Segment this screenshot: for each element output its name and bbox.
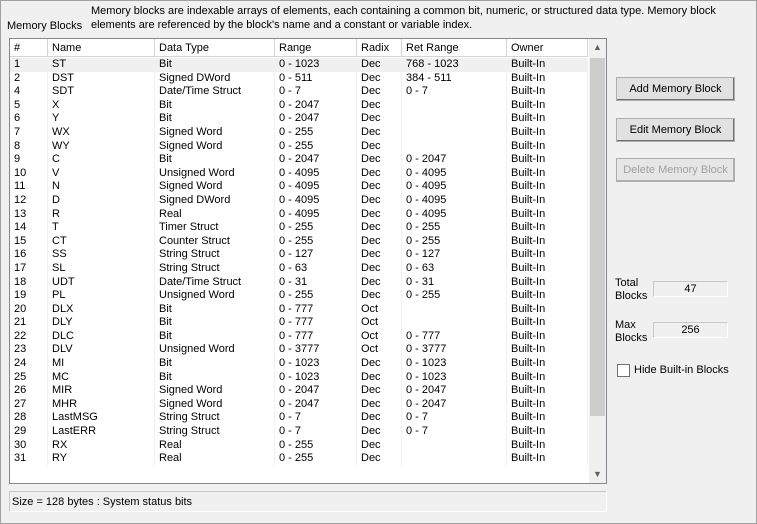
- cell-number: 15: [10, 235, 48, 249]
- status-bar: Size = 128 bytes : System status bits: [9, 491, 607, 512]
- cell-owner: Built-In: [507, 58, 588, 72]
- cell-ret-range: 0 - 7: [402, 425, 507, 439]
- cell-name: SDT: [48, 85, 155, 99]
- cell-owner: Built-In: [507, 398, 588, 412]
- cell-name: DLC: [48, 330, 155, 344]
- cell-name: R: [48, 208, 155, 222]
- cell-radix: Dec: [357, 425, 402, 439]
- cell-number: 8: [10, 140, 48, 154]
- cell-ret-range: [402, 140, 507, 154]
- cell-range: 0 - 1023: [275, 357, 357, 371]
- cell-ret-range: 0 - 1023: [402, 357, 507, 371]
- cell-owner: Built-In: [507, 330, 588, 344]
- cell-name: T: [48, 221, 155, 235]
- cell-ret-range: [402, 439, 507, 453]
- cell-owner: Built-In: [507, 208, 588, 222]
- cell-range: 0 - 255: [275, 289, 357, 303]
- cell-owner: Built-In: [507, 140, 588, 154]
- table-row[interactable]: [10, 72, 588, 86]
- cell-radix: Dec: [357, 72, 402, 86]
- table-row[interactable]: [10, 99, 588, 113]
- cell-number: 21: [10, 316, 48, 330]
- cell-number: 22: [10, 330, 48, 344]
- cell-data-type: Signed Word: [155, 398, 275, 412]
- cell-range: 0 - 777: [275, 330, 357, 344]
- cell-radix: Oct: [357, 330, 402, 344]
- cell-ret-range: 0 - 3777: [402, 343, 507, 357]
- cell-number: 25: [10, 371, 48, 385]
- cell-number: 2: [10, 72, 48, 86]
- cell-owner: Built-In: [507, 112, 588, 126]
- cell-data-type: Signed DWord: [155, 194, 275, 208]
- cell-range: 0 - 2047: [275, 384, 357, 398]
- cell-range: 0 - 777: [275, 303, 357, 317]
- cell-data-type: Real: [155, 439, 275, 453]
- cell-radix: Dec: [357, 112, 402, 126]
- cell-range: 0 - 2047: [275, 398, 357, 412]
- cell-range: 0 - 511: [275, 72, 357, 86]
- cell-name: N: [48, 180, 155, 194]
- column-header-range[interactable]: Range: [275, 39, 357, 56]
- table-row[interactable]: [10, 248, 588, 262]
- cell-range: 0 - 63: [275, 262, 357, 276]
- cell-data-type: Signed Word: [155, 126, 275, 140]
- table-row[interactable]: [10, 330, 588, 344]
- cell-name: Y: [48, 112, 155, 126]
- column-header-owner[interactable]: Owner: [507, 39, 588, 56]
- cell-ret-range: 768 - 1023: [402, 58, 507, 72]
- cell-data-type: Signed Word: [155, 384, 275, 398]
- cell-range: 0 - 7: [275, 85, 357, 99]
- cell-number: 16: [10, 248, 48, 262]
- cell-ret-range: [402, 316, 507, 330]
- cell-name: V: [48, 167, 155, 181]
- cell-number: 31: [10, 452, 48, 466]
- cell-data-type: Unsigned Word: [155, 343, 275, 357]
- cell-name: CT: [48, 235, 155, 249]
- cell-data-type: String Struct: [155, 425, 275, 439]
- cell-data-type: Bit: [155, 112, 275, 126]
- cell-ret-range: 0 - 2047: [402, 398, 507, 412]
- cell-owner: Built-In: [507, 439, 588, 453]
- table-row[interactable]: [10, 425, 588, 439]
- cell-radix: Dec: [357, 452, 402, 466]
- chevron-up-icon[interactable]: ▲: [593, 42, 602, 52]
- cell-name: DLV: [48, 343, 155, 357]
- cell-name: ST: [48, 58, 155, 72]
- cell-number: 19: [10, 289, 48, 303]
- cell-data-type: Signed DWord: [155, 72, 275, 86]
- table-row[interactable]: [10, 167, 588, 181]
- cell-number: 14: [10, 221, 48, 235]
- cell-number: 26: [10, 384, 48, 398]
- cell-range: 0 - 7: [275, 411, 357, 425]
- cell-ret-range: 0 - 127: [402, 248, 507, 262]
- cell-number: 30: [10, 439, 48, 453]
- cell-number: 23: [10, 343, 48, 357]
- cell-number: 24: [10, 357, 48, 371]
- cell-ret-range: [402, 126, 507, 140]
- cell-radix: Dec: [357, 194, 402, 208]
- cell-range: 0 - 4095: [275, 208, 357, 222]
- cell-radix: Dec: [357, 153, 402, 167]
- column-header-name[interactable]: Name: [48, 39, 155, 56]
- cell-range: 0 - 2047: [275, 153, 357, 167]
- table-row[interactable]: [10, 58, 588, 72]
- cell-data-type: Bit: [155, 316, 275, 330]
- cell-number: 27: [10, 398, 48, 412]
- cell-radix: Dec: [357, 384, 402, 398]
- table-row[interactable]: [10, 180, 588, 194]
- cell-owner: Built-In: [507, 153, 588, 167]
- cell-name: DST: [48, 72, 155, 86]
- cell-name: MIR: [48, 384, 155, 398]
- cell-data-type: String Struct: [155, 262, 275, 276]
- cell-name: MC: [48, 371, 155, 385]
- cell-range: 0 - 255: [275, 140, 357, 154]
- cell-data-type: String Struct: [155, 411, 275, 425]
- cell-name: LastERR: [48, 425, 155, 439]
- cell-data-type: Signed Word: [155, 140, 275, 154]
- table-row[interactable]: [10, 371, 588, 385]
- cell-name: D: [48, 194, 155, 208]
- cell-radix: Dec: [357, 85, 402, 99]
- cell-data-type: Bit: [155, 99, 275, 113]
- cell-data-type: Unsigned Word: [155, 167, 275, 181]
- cell-ret-range: 0 - 7: [402, 85, 507, 99]
- table-row[interactable]: [10, 153, 588, 167]
- column-header-radix[interactable]: Radix: [357, 39, 402, 56]
- cell-ret-range: 0 - 255: [402, 289, 507, 303]
- cell-number: 12: [10, 194, 48, 208]
- hide-builtin-checkbox[interactable]: [617, 364, 630, 377]
- cell-number: 13: [10, 208, 48, 222]
- cell-data-type: Bit: [155, 330, 275, 344]
- cell-data-type: Signed Word: [155, 180, 275, 194]
- cell-number: 11: [10, 180, 48, 194]
- cell-name: X: [48, 99, 155, 113]
- cell-ret-range: 0 - 4095: [402, 167, 507, 181]
- cell-name: MI: [48, 357, 155, 371]
- column-header-number[interactable]: #: [10, 39, 48, 56]
- cell-range: 0 - 255: [275, 221, 357, 235]
- cell-ret-range: [402, 112, 507, 126]
- cell-data-type: Bit: [155, 58, 275, 72]
- cell-owner: Built-In: [507, 72, 588, 86]
- cell-name: MHR: [48, 398, 155, 412]
- delete-memory-block-button[interactable]: Delete Memory Block: [616, 158, 735, 182]
- cell-name: UDT: [48, 276, 155, 290]
- cell-data-type: Date/Time Struct: [155, 276, 275, 290]
- cell-owner: Built-In: [507, 126, 588, 140]
- cell-data-type: Date/Time Struct: [155, 85, 275, 99]
- cell-data-type: Unsigned Word: [155, 289, 275, 303]
- cell-ret-range: 0 - 777: [402, 330, 507, 344]
- cell-range: 0 - 255: [275, 452, 357, 466]
- cell-radix: Dec: [357, 371, 402, 385]
- cell-name: DLY: [48, 316, 155, 330]
- cell-owner: Built-In: [507, 316, 588, 330]
- cell-number: 5: [10, 99, 48, 113]
- cell-name: WY: [48, 140, 155, 154]
- table-row[interactable]: [10, 316, 588, 330]
- cell-owner: Built-In: [507, 452, 588, 466]
- cell-number: 6: [10, 112, 48, 126]
- chevron-down-icon[interactable]: ▼: [593, 469, 602, 479]
- cell-number: 28: [10, 411, 48, 425]
- cell-ret-range: [402, 452, 507, 466]
- cell-range: 0 - 1023: [275, 58, 357, 72]
- scrollbar-thumb[interactable]: [590, 58, 605, 416]
- cell-ret-range: 0 - 1023: [402, 371, 507, 385]
- cell-ret-range: 0 - 63: [402, 262, 507, 276]
- cell-range: 0 - 777: [275, 316, 357, 330]
- cell-range: 0 - 3777: [275, 343, 357, 357]
- cell-owner: Built-In: [507, 194, 588, 208]
- section-title: Memory Blocks: [7, 20, 83, 32]
- max-blocks-value: 256: [653, 322, 728, 338]
- cell-radix: Dec: [357, 276, 402, 290]
- cell-ret-range: 0 - 4095: [402, 194, 507, 208]
- cell-name: C: [48, 153, 155, 167]
- memory-blocks-table[interactable]: [9, 38, 607, 484]
- cell-owner: Built-In: [507, 221, 588, 235]
- edit-memory-block-button[interactable]: Edit Memory Block: [616, 118, 735, 142]
- cell-radix: Dec: [357, 140, 402, 154]
- column-header-data-type[interactable]: Data Type: [155, 39, 275, 56]
- cell-range: 0 - 255: [275, 439, 357, 453]
- cell-owner: Built-In: [507, 411, 588, 425]
- cell-radix: Dec: [357, 180, 402, 194]
- cell-data-type: Bit: [155, 371, 275, 385]
- cell-radix: Dec: [357, 58, 402, 72]
- add-memory-block-button[interactable]: Add Memory Block: [616, 77, 735, 101]
- table-row[interactable]: [10, 140, 588, 154]
- cell-range: 0 - 1023: [275, 371, 357, 385]
- cell-owner: Built-In: [507, 384, 588, 398]
- cell-owner: Built-In: [507, 248, 588, 262]
- cell-radix: Oct: [357, 303, 402, 317]
- cell-ret-range: 384 - 511: [402, 72, 507, 86]
- cell-radix: Dec: [357, 411, 402, 425]
- cell-ret-range: 0 - 4095: [402, 208, 507, 222]
- cell-owner: Built-In: [507, 167, 588, 181]
- cell-range: 0 - 2047: [275, 99, 357, 113]
- cell-owner: Built-In: [507, 425, 588, 439]
- cell-radix: Dec: [357, 221, 402, 235]
- cell-number: 20: [10, 303, 48, 317]
- cell-name: WX: [48, 126, 155, 140]
- cell-data-type: Bit: [155, 153, 275, 167]
- table-row[interactable]: [10, 452, 588, 466]
- cell-ret-range: [402, 99, 507, 113]
- column-header-ret-range[interactable]: Ret Range: [402, 39, 507, 56]
- cell-radix: Dec: [357, 208, 402, 222]
- cell-range: 0 - 255: [275, 126, 357, 140]
- table-row[interactable]: [10, 208, 588, 222]
- cell-range: 0 - 4095: [275, 180, 357, 194]
- cell-ret-range: 0 - 31: [402, 276, 507, 290]
- cell-data-type: Bit: [155, 357, 275, 371]
- cell-owner: Built-In: [507, 289, 588, 303]
- cell-owner: Built-In: [507, 262, 588, 276]
- cell-number: 17: [10, 262, 48, 276]
- cell-owner: Built-In: [507, 343, 588, 357]
- cell-data-type: Counter Struct: [155, 235, 275, 249]
- cell-radix: Oct: [357, 343, 402, 357]
- table-row[interactable]: [10, 194, 588, 208]
- cell-radix: Dec: [357, 262, 402, 276]
- hide-builtin-label[interactable]: Hide Built-in Blocks: [634, 364, 729, 376]
- cell-number: 9: [10, 153, 48, 167]
- cell-number: 29: [10, 425, 48, 439]
- cell-owner: Built-In: [507, 357, 588, 371]
- cell-radix: Dec: [357, 357, 402, 371]
- cell-owner: Built-In: [507, 303, 588, 317]
- cell-name: RX: [48, 439, 155, 453]
- cell-ret-range: 0 - 4095: [402, 180, 507, 194]
- table-body: [10, 58, 588, 466]
- cell-name: SL: [48, 262, 155, 276]
- cell-ret-range: 0 - 7: [402, 411, 507, 425]
- cell-number: 10: [10, 167, 48, 181]
- cell-owner: Built-In: [507, 180, 588, 194]
- cell-radix: Dec: [357, 398, 402, 412]
- cell-owner: Built-In: [507, 276, 588, 290]
- cell-ret-range: 0 - 2047: [402, 153, 507, 167]
- cell-radix: Dec: [357, 439, 402, 453]
- table-row[interactable]: [10, 112, 588, 126]
- cell-owner: Built-In: [507, 235, 588, 249]
- cell-radix: Dec: [357, 167, 402, 181]
- table-row[interactable]: [10, 262, 588, 276]
- cell-data-type: Bit: [155, 303, 275, 317]
- cell-data-type: Timer Struct: [155, 221, 275, 235]
- cell-owner: Built-In: [507, 99, 588, 113]
- max-blocks-label: Max Blocks: [615, 319, 648, 344]
- cell-radix: Oct: [357, 316, 402, 330]
- cell-data-type: String Struct: [155, 248, 275, 262]
- table-row[interactable]: [10, 357, 588, 371]
- cell-owner: Built-In: [507, 371, 588, 385]
- cell-radix: Dec: [357, 235, 402, 249]
- cell-name: DLX: [48, 303, 155, 317]
- table-row[interactable]: [10, 411, 588, 425]
- cell-name: LastMSG: [48, 411, 155, 425]
- vertical-scrollbar[interactable]: [589, 39, 606, 483]
- cell-ret-range: 0 - 255: [402, 221, 507, 235]
- cell-range: 0 - 255: [275, 235, 357, 249]
- cell-name: PL: [48, 289, 155, 303]
- cell-data-type: Real: [155, 208, 275, 222]
- total-blocks-label: Total Blocks: [615, 277, 648, 302]
- total-blocks-value: 47: [653, 281, 728, 297]
- cell-ret-range: [402, 303, 507, 317]
- cell-range: 0 - 4095: [275, 167, 357, 181]
- table-row[interactable]: [10, 439, 588, 453]
- table-row[interactable]: [10, 384, 588, 398]
- cell-name: RY: [48, 452, 155, 466]
- cell-number: 4: [10, 85, 48, 99]
- table-row[interactable]: [10, 276, 588, 290]
- table-row[interactable]: [10, 343, 588, 357]
- table-row[interactable]: [10, 85, 588, 99]
- cell-range: 0 - 2047: [275, 112, 357, 126]
- description-text: Memory blocks are indexable arrays of elements, each containing a common bit, numeric, or structured data type. Memory block elements are referenced by the block's name and a constant or variable index.: [91, 5, 716, 31]
- cell-range: 0 - 4095: [275, 194, 357, 208]
- cell-data-type: Real: [155, 452, 275, 466]
- table-row[interactable]: [10, 126, 588, 140]
- table-row[interactable]: [10, 221, 588, 235]
- cell-radix: Dec: [357, 99, 402, 113]
- table-row[interactable]: [10, 235, 588, 249]
- table-row[interactable]: [10, 289, 588, 303]
- cell-radix: Dec: [357, 126, 402, 140]
- table-header: [10, 39, 588, 57]
- cell-owner: Built-In: [507, 85, 588, 99]
- table-row[interactable]: [10, 303, 588, 317]
- cell-number: 7: [10, 126, 48, 140]
- cell-range: 0 - 7: [275, 425, 357, 439]
- cell-range: 0 - 127: [275, 248, 357, 262]
- cell-number: 18: [10, 276, 48, 290]
- cell-ret-range: 0 - 2047: [402, 384, 507, 398]
- cell-number: 1: [10, 58, 48, 72]
- cell-range: 0 - 31: [275, 276, 357, 290]
- cell-radix: Dec: [357, 248, 402, 262]
- cell-radix: Dec: [357, 289, 402, 303]
- cell-name: SS: [48, 248, 155, 262]
- cell-ret-range: 0 - 255: [402, 235, 507, 249]
- table-row[interactable]: [10, 398, 588, 412]
